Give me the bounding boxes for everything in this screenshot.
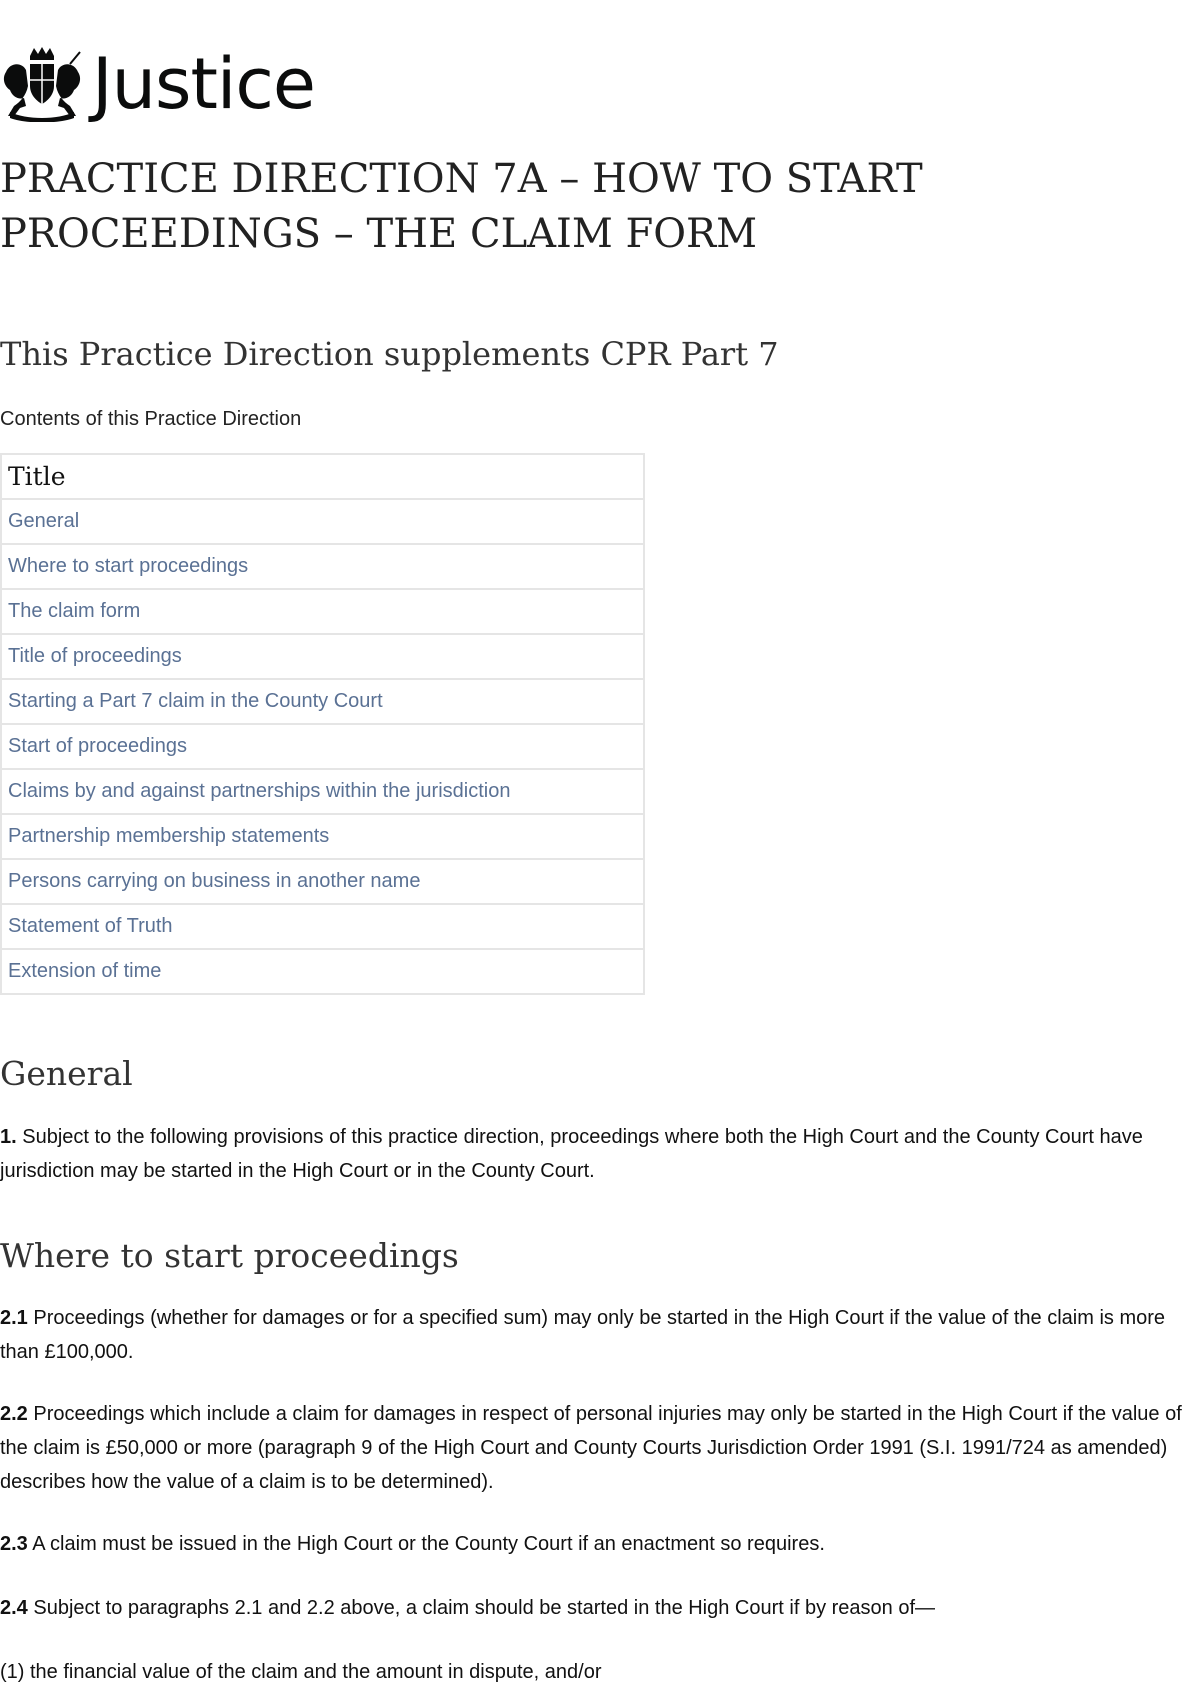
toc-link-persons-business-another-name[interactable]: Persons carrying on business in another name — [8, 870, 421, 892]
royal-coat-of-arms-icon — [0, 46, 84, 122]
section-heading-where-to-start: Where to start proceedings — [0, 1236, 459, 1275]
paragraph-text: Proceedings which include a claim for damages in respect of personal injuries may only be started in the High Court if the value of the claim is £50,000 or more (paragraph 9 of the High Court and County Courts Jurisdiction Order 1991 (S.I. 1991/724 as amended) describes how the value of a claim is to be determined). — [0, 1403, 1182, 1493]
table-row — [1, 544, 644, 589]
table-row — [1, 859, 644, 904]
toc-link-partnership-membership-statements[interactable]: Partnership membership statements — [8, 825, 330, 847]
paragraph-number: 2.4 — [0, 1597, 28, 1619]
page-title: PRACTICE DIRECTION 7A – HOW TO START PROCEEDINGS – THE CLAIM FORM — [0, 156, 923, 257]
toc-link-the-claim-form[interactable]: The claim form — [8, 600, 141, 622]
table-row — [1, 499, 644, 544]
toc-link-title-of-proceedings[interactable]: Title of proceedings — [8, 645, 182, 667]
paragraph-2-1 — [0, 1301, 1198, 1369]
paragraph-number: 1. — [0, 1126, 17, 1148]
paragraph-2-3 — [0, 1527, 1198, 1561]
toc-link-extension-of-time[interactable]: Extension of time — [8, 960, 162, 982]
paragraph-text: Subject to the following provisions of this practice direction, proceedings where both the High Court and the County Court have jurisdiction may be started in the High Court or in the County Court. — [0, 1126, 1143, 1182]
table-row — [1, 589, 644, 634]
toc-link-start-of-proceedings[interactable]: Start of proceedings — [8, 735, 187, 757]
toc-link-claims-by-partnerships[interactable]: Claims by and against partnerships within the jurisdiction — [8, 780, 511, 802]
table-row — [1, 904, 644, 949]
paragraph-1 — [0, 1120, 1198, 1188]
table-row — [1, 679, 644, 724]
toc-link-where-to-start-proceedings[interactable]: Where to start proceedings — [8, 555, 249, 577]
paragraph-2-4 — [0, 1591, 1198, 1625]
paragraph-text: A claim must be issued in the High Court or the County Court if an enactment so requires. — [27, 1533, 825, 1555]
table-row — [1, 724, 644, 769]
contents-label: Contents of this Practice Direction — [0, 408, 302, 430]
paragraph-text: (1) the financial value of the claim and the amount in dispute, and/or — [0, 1661, 602, 1683]
paragraph-number: 2.1 — [0, 1307, 28, 1329]
toc-link-general[interactable]: General — [8, 510, 80, 532]
paragraph-number: 2.2 — [0, 1403, 28, 1425]
paragraph-2-2 — [0, 1397, 1198, 1499]
justice-logo[interactable] — [0, 44, 315, 124]
table-row — [1, 949, 644, 994]
paragraph-number: 2.3 — [0, 1533, 28, 1555]
logo-text: Justice — [92, 43, 315, 125]
table-row — [1, 634, 644, 679]
paragraph-text: Subject to paragraphs 2.1 and 2.2 above, a claim should be started in the High Court if by reason of— — [27, 1597, 936, 1619]
contents-table — [0, 453, 645, 995]
contents-table-header-row — [1, 454, 644, 499]
paragraph-2-4-1 — [0, 1655, 1198, 1689]
paragraph-text: Proceedings (whether for damages or for a specified sum) may only be started in the High Court if the value of the claim is more than £100,000. — [0, 1307, 1166, 1363]
page-subtitle: This Practice Direction supplements CPR Part 7 — [0, 335, 779, 373]
toc-link-statement-of-truth[interactable]: Statement of Truth — [8, 915, 173, 937]
table-row — [1, 814, 644, 859]
table-row — [1, 769, 644, 814]
toc-link-starting-part-7-claim[interactable]: Starting a Part 7 claim in the County Court — [8, 690, 383, 712]
contents-table-header: Title — [1, 454, 644, 499]
section-heading-general: General — [0, 1054, 133, 1093]
